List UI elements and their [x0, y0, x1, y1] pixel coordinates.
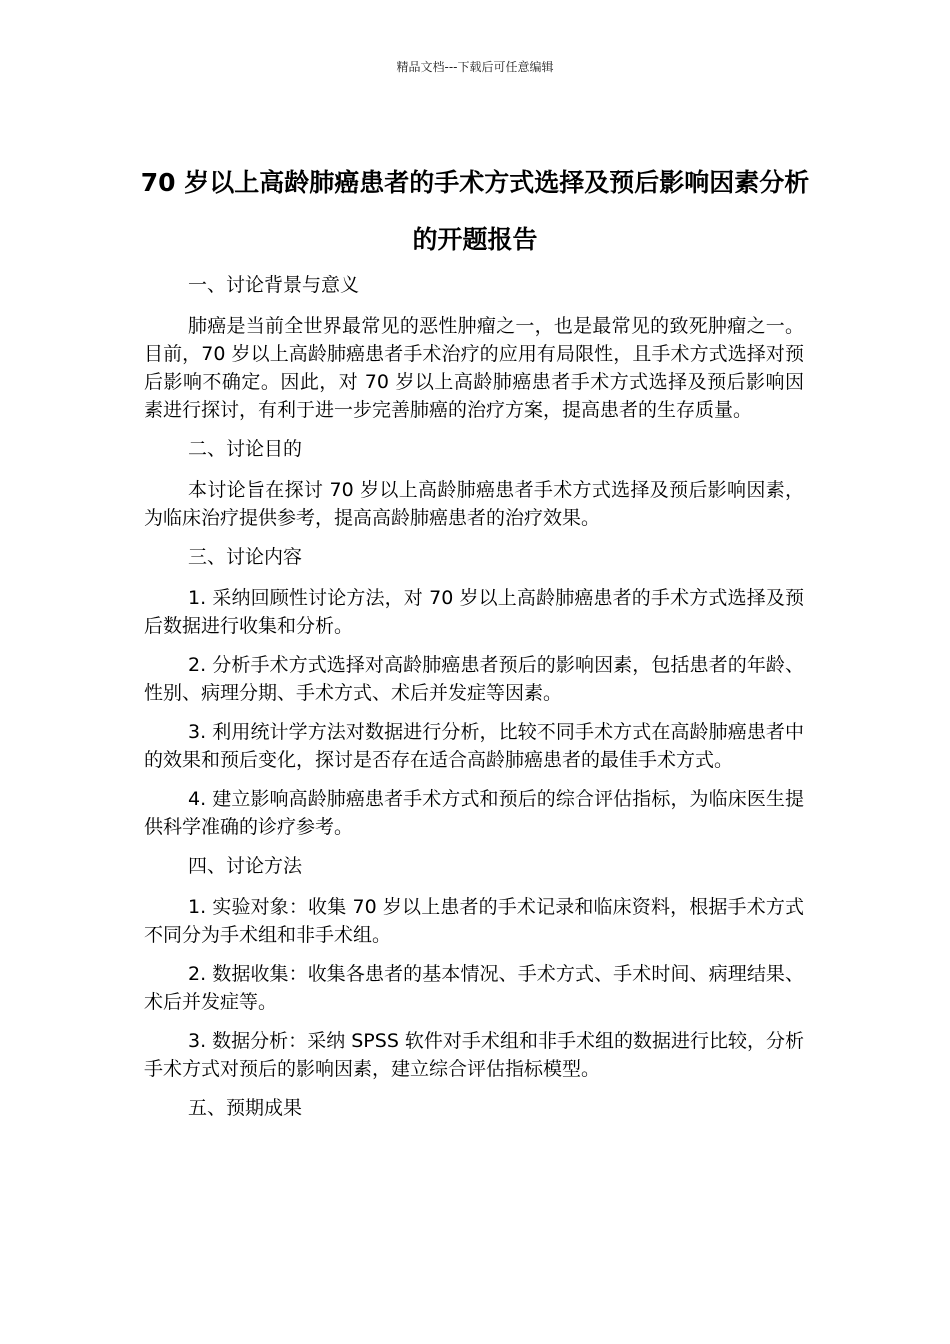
paragraph-background: 肺癌是当前全世界最常见的恶性肿瘤之一，也是最常见的致死肿瘤之一。目前，70 岁以上高龄肺癌患者手术治疗的应用有局限性，且手术方式选择对预后影响不确定。因此，对 70 岁以上高龄肺癌患者手术方式选择及预后影响因素进行探讨，有利于进一步完善肺癌的治疗方案，提高患者的生存质量。 [144, 315, 804, 421]
list-item-content-1: 1. 采纳回顾性讨论方法，对 70 岁以上高龄肺癌患者的手术方式选择及预后数据进行收集和分析。 [144, 587, 804, 637]
document-title: 70 岁以上高龄肺癌患者的手术方式选择及预后影响因素分析的开题报告 [140, 167, 810, 254]
paragraph-purpose: 本讨论旨在探讨 70 岁以上高龄肺癌患者手术方式选择及预后影响因素，为临床治疗提供参考，提高高龄肺癌患者的治疗效果。 [144, 479, 804, 529]
list-item-content-4: 4. 建立影响高龄肺癌患者手术方式和预后的综合评估指标，为临床医生提供科学准确的诊疗参考。 [144, 788, 804, 838]
document-body [144, 271, 804, 1135]
list-item-methods-1: 1. 实验对象：收集 70 岁以上患者的手术记录和临床资料，根据手术方式不同分为手术组和非手术组。 [144, 896, 804, 946]
list-item-methods-2: 2. 数据收集：收集各患者的基本情况、手术方式、手术时间、病理结果、术后并发症等。 [144, 963, 804, 1013]
section-heading-methods: 四、讨论方法 [188, 855, 303, 877]
section-heading-purpose: 二、讨论目的 [188, 438, 303, 460]
list-item-methods-3: 3. 数据分析：采纳 SPSS 软件对手术组和非手术组的数据进行比较，分析手术方式对预后的影响因素，建立综合评估指标模型。 [144, 1030, 804, 1080]
section-heading-content: 三、讨论内容 [188, 546, 303, 568]
list-item-content-3: 3. 利用统计学方法对数据进行分析，比较不同手术方式在高龄肺癌患者中的效果和预后变化，探讨是否存在适合高龄肺癌患者的最佳手术方式。 [144, 721, 804, 771]
list-item-content-2: 2. 分析手术方式选择对高龄肺癌患者预后的影响因素，包括患者的年龄、性别、病理分期、手术方式、术后并发症等因素。 [144, 654, 804, 704]
section-heading-background: 一、讨论背景与意义 [188, 274, 360, 296]
section-heading-outcomes: 五、预期成果 [188, 1097, 303, 1119]
page-header-note: 精品文档---下载后可任意编辑 [396, 60, 554, 74]
